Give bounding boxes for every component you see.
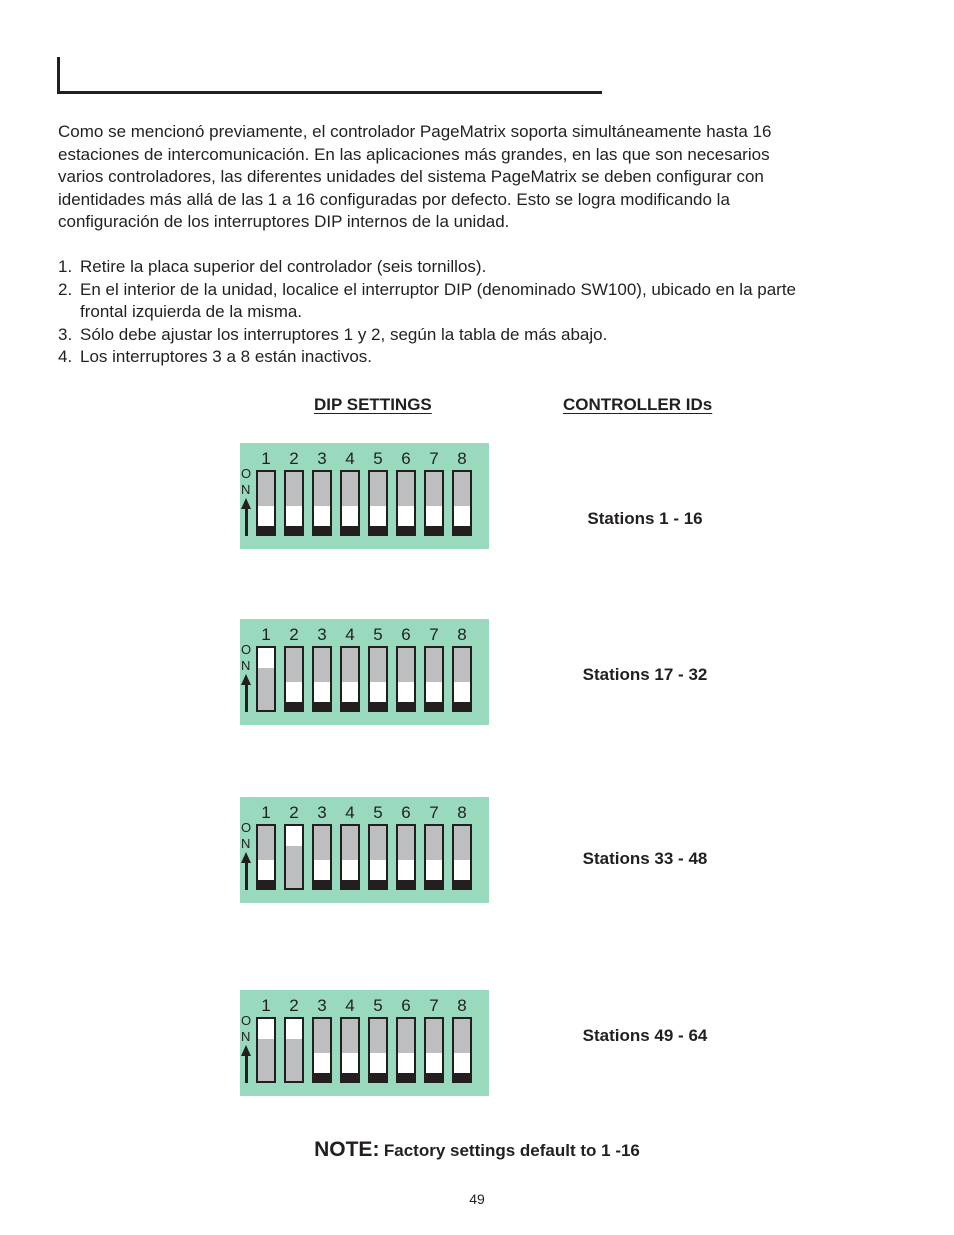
switch-number: 8 <box>457 996 467 1015</box>
switch-number: 4 <box>345 996 355 1015</box>
step-text: En el interior de la unidad, localice el interruptor DIP (denominado SW100), ubicado en la parte <box>80 279 796 299</box>
dip-settings-header: DIP SETTINGS <box>314 395 432 414</box>
dip-switch-off <box>424 470 444 536</box>
step-item <box>58 346 898 369</box>
switch-number: 6 <box>401 996 411 1015</box>
switch-lever <box>426 648 442 682</box>
controller-ids-header: CONTROLLER IDs <box>563 395 713 414</box>
step-text-continued: frontal izquierda de la misma. <box>80 302 303 321</box>
switch-lever <box>314 826 330 860</box>
switch-slot <box>342 506 358 526</box>
intro-line: identidades más allá de las 1 a 16 configuradas por defecto. Esto se logra modificando la <box>58 189 730 209</box>
switch-slot <box>370 1053 386 1073</box>
switch-slot <box>370 860 386 880</box>
intro-line: estaciones de intercomunicación. En las aplicaciones más grandes, en las que son necesarios <box>58 144 770 164</box>
step-item <box>58 324 898 347</box>
switch-number: 4 <box>345 803 355 822</box>
switch-lever <box>370 472 386 506</box>
switch-slot <box>426 506 442 526</box>
switch-lever <box>454 1019 470 1053</box>
switch-slot <box>426 682 442 702</box>
dip-switch-off <box>256 824 276 890</box>
dip-switch-off <box>452 470 472 536</box>
switch-slot <box>286 506 302 526</box>
switch-slot <box>286 682 302 702</box>
step-number: 2. <box>58 279 73 299</box>
on-label-n: N <box>241 1029 251 1044</box>
up-arrow-shaft <box>245 507 248 536</box>
switch-slot <box>258 860 274 880</box>
switch-number: 6 <box>401 625 411 644</box>
switch-number: 2 <box>289 803 299 822</box>
switch-slot <box>314 506 330 526</box>
switch-lever <box>286 648 302 682</box>
dip-switch-off <box>368 470 388 536</box>
on-label-o: O <box>241 820 252 835</box>
switch-slot <box>342 1053 358 1073</box>
dip-switch-off <box>312 646 332 712</box>
step-text: Sólo debe ajustar los interruptores 1 y 2, según la tabla de más abajo. <box>80 324 608 344</box>
switch-number: 5 <box>373 449 383 468</box>
switch-slot <box>258 506 274 526</box>
switch-lever <box>454 472 470 506</box>
instruction-steps <box>58 256 898 369</box>
switch-lever <box>398 648 414 682</box>
switch-slot <box>314 1053 330 1073</box>
dip-switch-on <box>256 1017 276 1083</box>
switch-slot <box>398 682 414 702</box>
switch-number: 6 <box>401 449 411 468</box>
switch-number: 3 <box>317 625 327 644</box>
switch-number: 7 <box>429 803 439 822</box>
dip-switch-panel <box>240 797 489 903</box>
switch-number: 5 <box>373 625 383 644</box>
switch-lever <box>398 472 414 506</box>
switch-lever <box>454 648 470 682</box>
intro-line: configuración de los interruptores DIP internos de la unidad. <box>58 212 510 231</box>
dip-switch-off <box>340 1017 360 1083</box>
page-number: 49 <box>469 1191 485 1207</box>
switch-number: 7 <box>429 625 439 644</box>
dip-switch-off <box>396 824 416 890</box>
on-label-n: N <box>241 482 251 497</box>
switch-slot <box>454 860 470 880</box>
station-range-label: Stations 17 - 32 <box>582 665 708 684</box>
dip-switch-panel <box>240 990 489 1096</box>
switch-lever <box>286 846 302 888</box>
switch-lever <box>342 648 358 682</box>
switch-slot <box>426 860 442 880</box>
switch-number: 1 <box>261 449 271 468</box>
factory-note <box>0 1138 954 1162</box>
step-text: Retire la placa superior del controlador (seis tornillos). <box>80 257 487 276</box>
dip-switch-off <box>452 1017 472 1083</box>
dip-switch-off <box>396 646 416 712</box>
station-range-label: Stations 33 - 48 <box>582 849 708 868</box>
step-number: 4. <box>58 347 73 366</box>
step-number: 1. <box>58 257 73 276</box>
switch-slot <box>454 506 470 526</box>
switch-number: 2 <box>289 449 299 468</box>
switch-number: 1 <box>261 625 271 644</box>
dip-switch-off <box>368 646 388 712</box>
note-text: Factory settings default to 1 -16 <box>383 1141 640 1160</box>
step-text: Los interruptores 3 a 8 están inactivos. <box>80 347 372 366</box>
on-label-o: O <box>241 642 252 657</box>
switch-number: 4 <box>345 449 355 468</box>
section-title-bracket <box>57 57 602 94</box>
switch-lever <box>314 648 330 682</box>
switch-slot <box>342 860 358 880</box>
switch-number: 2 <box>289 996 299 1015</box>
switch-lever <box>398 1019 414 1053</box>
switch-slot <box>342 682 358 702</box>
on-label-o: O <box>241 466 252 481</box>
dip-switch-off <box>368 824 388 890</box>
dip-switch-on <box>284 1017 304 1083</box>
dip-switch-off <box>396 1017 416 1083</box>
switch-number: 3 <box>317 803 327 822</box>
dip-switch-off <box>452 824 472 890</box>
dip-switch-panel <box>240 619 489 725</box>
intro-line: varios controladores, las diferentes unidades del sistema PageMatrix se deben configurar con <box>58 167 764 186</box>
switch-number: 7 <box>429 449 439 468</box>
on-label-n: N <box>241 836 251 851</box>
switch-lever <box>342 1019 358 1053</box>
switch-slot <box>454 1053 470 1073</box>
switch-number: 8 <box>457 449 467 468</box>
switch-lever <box>342 472 358 506</box>
dip-switch-off <box>340 470 360 536</box>
switch-lever <box>314 472 330 506</box>
switch-number: 5 <box>373 996 383 1015</box>
step-number: 3. <box>58 324 73 344</box>
step-item <box>58 256 898 279</box>
switch-slot <box>286 1019 302 1039</box>
switch-slot <box>398 860 414 880</box>
switch-slot <box>398 506 414 526</box>
switch-number: 2 <box>289 625 299 644</box>
switch-lever <box>370 1019 386 1053</box>
switch-lever <box>258 472 274 506</box>
dip-switch-off <box>284 470 304 536</box>
dip-switch-off <box>340 646 360 712</box>
switch-lever <box>314 1019 330 1053</box>
switch-lever <box>370 648 386 682</box>
dip-switch-off <box>424 824 444 890</box>
switch-lever <box>258 1039 274 1081</box>
switch-lever <box>342 826 358 860</box>
switch-lever <box>454 826 470 860</box>
station-range-label: Stations 49 - 64 <box>582 1026 708 1045</box>
switch-lever <box>286 472 302 506</box>
dip-switch-off <box>312 1017 332 1083</box>
intro-line: Como se mencionó previamente, el controlador PageMatrix soporta simultáneamente hasta 16 <box>58 122 772 141</box>
switch-slot <box>398 1053 414 1073</box>
dip-switch-off <box>452 646 472 712</box>
switch-slot <box>426 1053 442 1073</box>
step-item <box>58 279 898 324</box>
switch-number: 8 <box>457 803 467 822</box>
switch-number: 1 <box>261 996 271 1015</box>
note-label: NOTE: <box>314 1138 380 1161</box>
switch-number: 8 <box>457 625 467 644</box>
switch-slot <box>454 682 470 702</box>
switch-number: 7 <box>429 996 439 1015</box>
dip-switch-on <box>284 824 304 890</box>
switch-lever <box>398 826 414 860</box>
switch-slot <box>258 648 274 668</box>
switch-lever <box>426 1019 442 1053</box>
switch-lever <box>370 826 386 860</box>
dip-switch-off <box>312 824 332 890</box>
switch-lever <box>258 826 274 860</box>
switch-number: 3 <box>317 449 327 468</box>
dip-switch-off <box>396 470 416 536</box>
switch-lever <box>258 668 274 710</box>
switch-slot <box>370 506 386 526</box>
switch-slot <box>370 682 386 702</box>
switch-lever <box>426 472 442 506</box>
dip-switch-off <box>424 1017 444 1083</box>
intro-paragraph <box>58 121 898 234</box>
up-arrow-shaft <box>245 861 248 890</box>
switch-number: 6 <box>401 803 411 822</box>
dip-switch-off <box>424 646 444 712</box>
dip-switch-on <box>256 646 276 712</box>
up-arrow-shaft <box>245 1054 248 1083</box>
switch-number: 3 <box>317 996 327 1015</box>
switch-slot <box>314 860 330 880</box>
on-label-o: O <box>241 1013 252 1028</box>
dip-switch-off <box>368 1017 388 1083</box>
dip-switch-panel <box>240 443 489 549</box>
dip-switch-off <box>340 824 360 890</box>
dip-switch-off <box>284 646 304 712</box>
switch-number: 5 <box>373 803 383 822</box>
switch-number: 4 <box>345 625 355 644</box>
switch-slot <box>258 1019 274 1039</box>
switch-lever <box>426 826 442 860</box>
station-range-label: Stations 1 - 16 <box>587 509 703 528</box>
switch-lever <box>286 1039 302 1081</box>
switch-slot <box>314 682 330 702</box>
up-arrow-shaft <box>245 683 248 712</box>
switch-number: 1 <box>261 803 271 822</box>
switch-slot <box>286 826 302 846</box>
on-label-n: N <box>241 658 251 673</box>
dip-switch-off <box>256 470 276 536</box>
dip-switch-off <box>312 470 332 536</box>
